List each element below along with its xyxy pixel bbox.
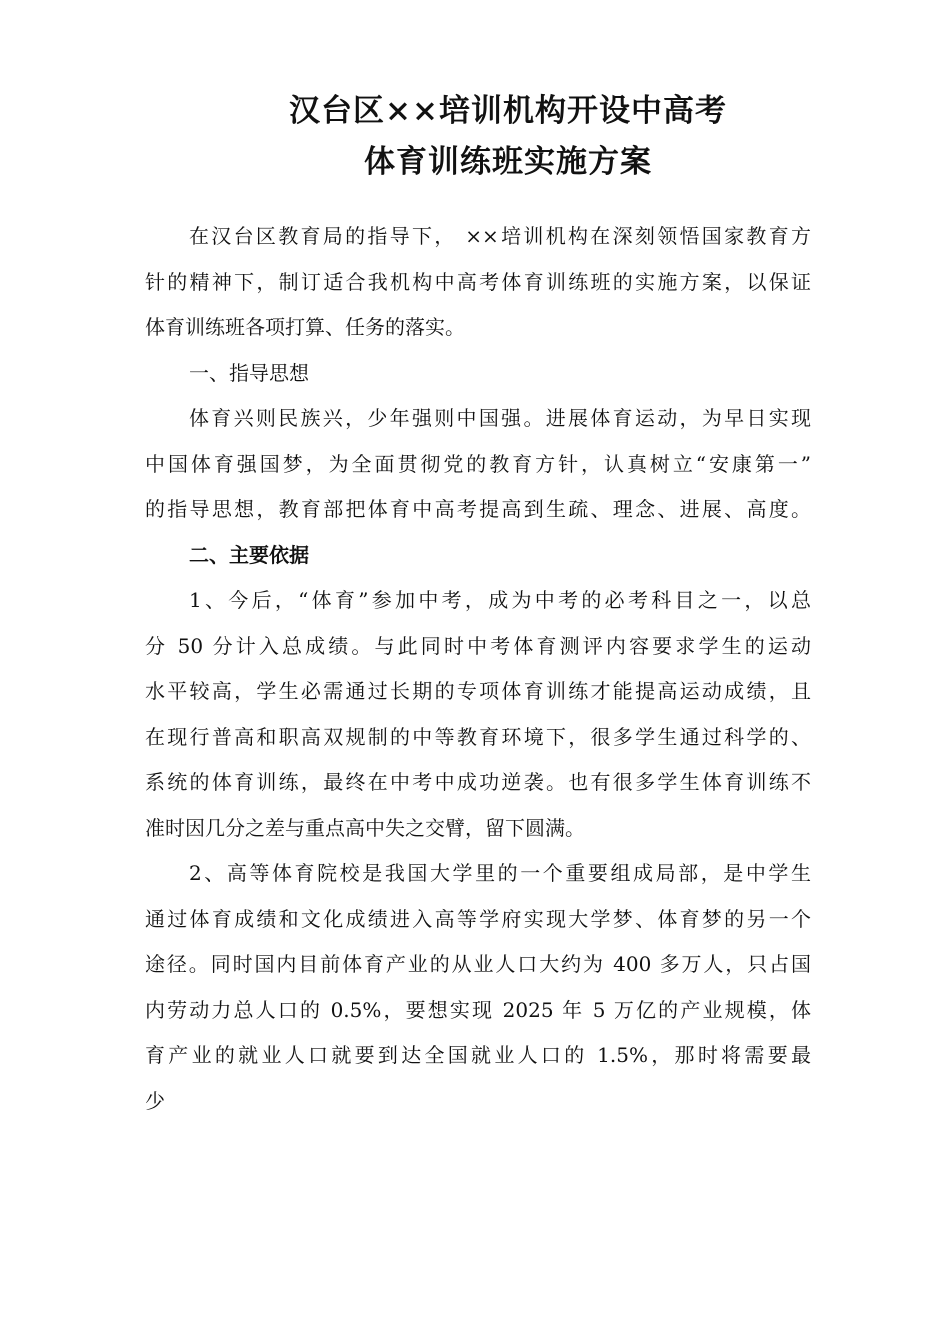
body-line: 水平较高，学生必需通过长期的专项体育训练才能提高运动成绩，且	[145, 679, 811, 703]
document-title-line-1: 汉台区××培训机构开设中高考	[289, 93, 727, 129]
body-line: 系统的体育训练，最终在中考中成功逆袭。也有很多学生体育训练不	[145, 770, 811, 794]
body-line: 育产业的就业人口就要到达全国就业人口的 1.5%，那时将需要最	[145, 1043, 811, 1067]
section-heading: 一、指导思想	[189, 360, 309, 385]
document-title-line-2: 体育训练班实施方案	[364, 144, 652, 180]
body-line: 在现行普高和职高双规制的中等教育环境下，很多学生通过科学的、	[145, 724, 811, 749]
body-line: 分 50 分计入总成绩。与此同时中考体育测评内容要求学生的运动	[145, 633, 811, 658]
body-line: 针的精神下，制订适合我机构中高考体育训练班的实施方案，以保证	[145, 269, 811, 294]
body-line: 中国体育强国梦，为全面贯彻党的教育方针，认真树立“安康第一”	[145, 451, 811, 476]
body-line: 少	[145, 1088, 165, 1113]
body-line: 的指导思想，教育部把体育中高考提高到生疏、理念、进展、高度。	[145, 497, 811, 521]
body-line: 2、高等体育院校是我国大学里的一个重要组成局部，是中学生	[189, 861, 811, 885]
body-line: 准时因几分之差与重点高中失之交臂，留下圆满。	[145, 815, 585, 840]
document-body	[145, 214, 811, 1124]
body-line: 体育训练班各项打算、任务的落实。	[145, 315, 465, 339]
body-line: 体育兴则民族兴，少年强则中国强。进展体育运动，为早日实现	[189, 406, 811, 430]
body-line: 1、今后，“体育”参加中考，成为中考的必考科目之一，以总	[189, 588, 811, 612]
body-line: 通过体育成绩和文化成绩进入高等学府实现大学梦、体育梦的另一个	[145, 906, 811, 931]
body-line: 途径。同时国内目前体育产业的从业人口大约为 400 多万人，只占国	[145, 952, 811, 976]
body-line: 在汉台区教育局的指导下， ××培训机构在深刻领悟国家教育方	[189, 224, 811, 248]
body-line: 内劳动力总人口的 0.5%，要想实现 2025 年 5 万亿的产业规模，体	[145, 997, 811, 1022]
section-heading: 二、主要依据	[189, 542, 309, 567]
